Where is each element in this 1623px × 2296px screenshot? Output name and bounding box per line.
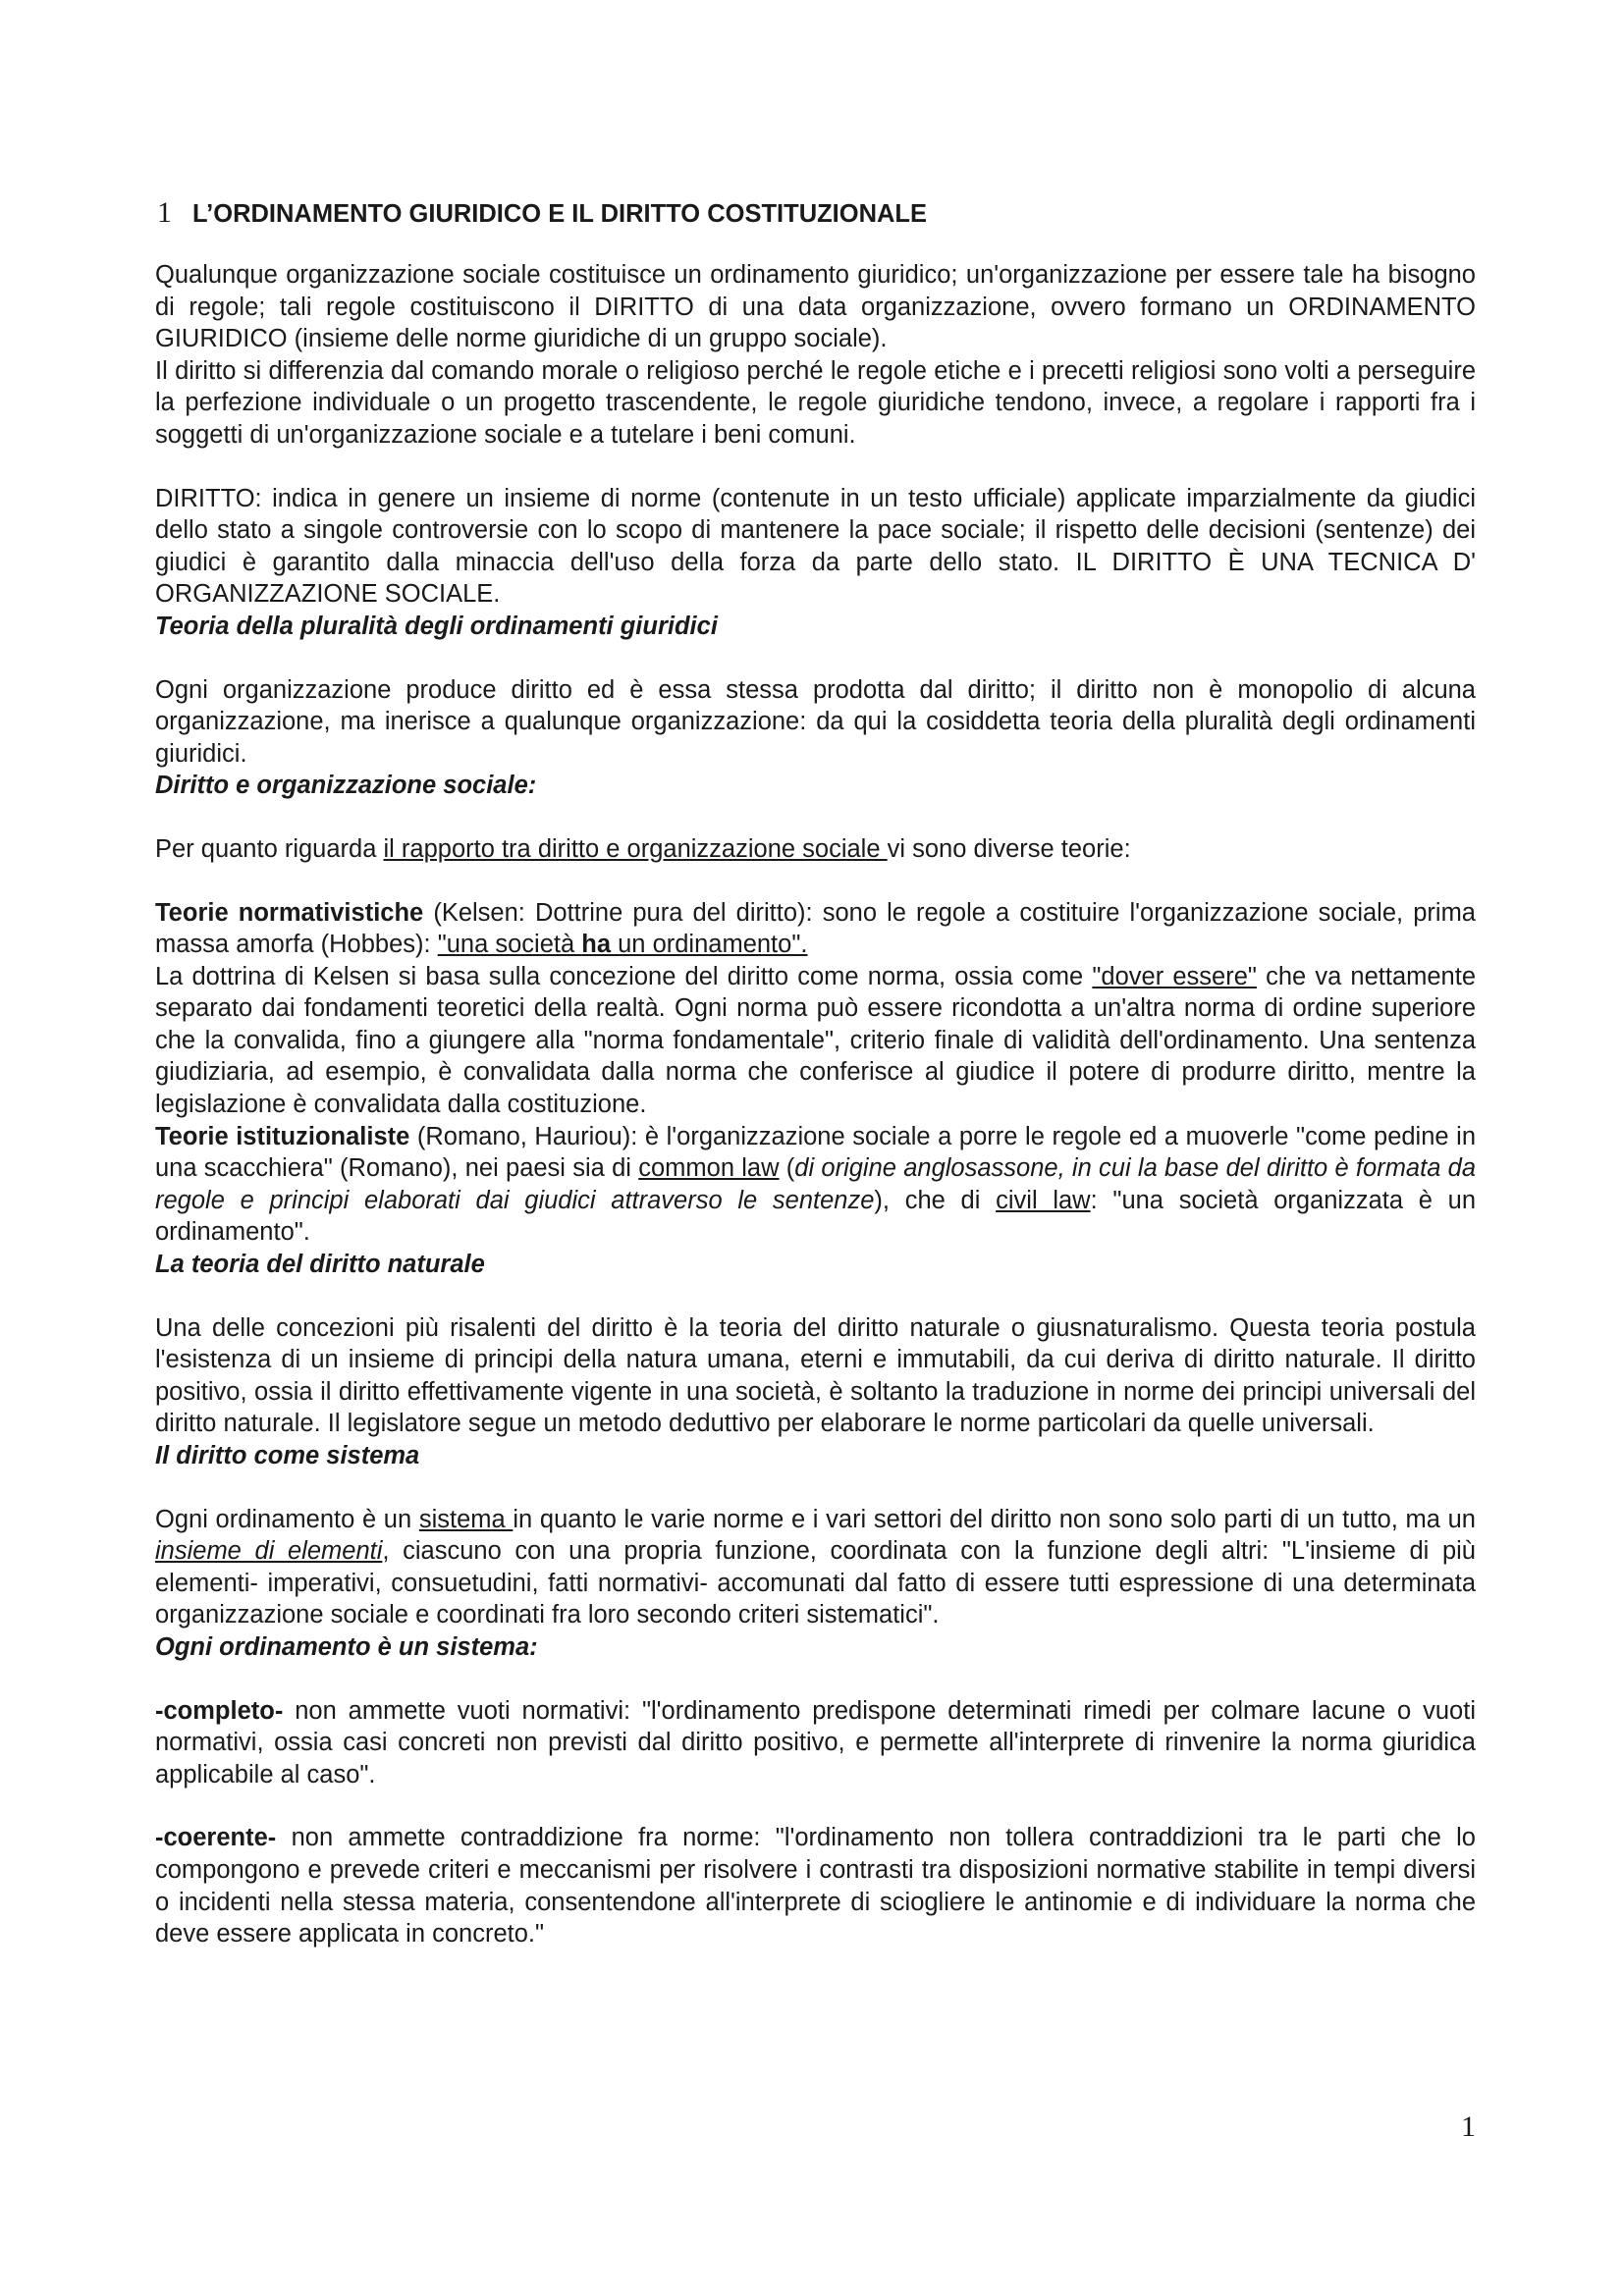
common-law-definition: di origine anglosassone, in cui la base del diritto è formata da regole e principi elaborati dai giudici attraverso le sentenze xyxy=(155,1154,1477,1214)
istituzionaliste-label: Teorie istituzionaliste xyxy=(155,1122,410,1150)
civil-law-underline: civil law xyxy=(996,1186,1091,1214)
kelsen-paragraph: La dottrina di Kelsen si basa sulla concezione del diritto come norma, ossia come "dover essere" che va nettamente separato dai fondamenti teoretici della realtà. Ogni norma può essere ricondotta a un'altra norma di ordine superiore che la convalida, fino a giungere alla "norma fondamentale", criterio finale di validità dell'ordinamento. Una sentenza giudiziaria, ad esempio, è convalidata dalla norma che conferisce al giudice il potere di produrre diritto, mentre la legislazione è convalidata dalla costituzione. xyxy=(155,962,1477,1119)
organizzazione-intro: Per quanto riguarda il rapporto tra diritto e organizzazione sociale vi sono diverse teorie: xyxy=(155,834,1131,863)
normativistiche-label: Teorie normativistiche xyxy=(155,898,424,927)
document-page xyxy=(155,196,1476,1950)
chapter-number: 1 xyxy=(157,196,172,229)
sistema-underline: sistema xyxy=(418,1505,514,1533)
completo-label: -completo- xyxy=(155,1696,284,1725)
intro-paragraph-1: Qualunque organizzazione sociale costituisce un ordinamento giuridico; un'organizzazione per essere tale ha bisogno di regole; tali regole costituiscono il DIRITTO di una data organizzazione, ovvero formano un ORDINAMENTO GIURIDICO (insieme delle norme giuridiche di un gruppo sociale). xyxy=(155,261,1476,353)
section-heading-caratteri: Ogni ordinamento è un sistema: xyxy=(155,1632,538,1661)
naturale-paragraph: Una delle concezioni più risalenti del diritto è la teoria del diritto naturale o giusnaturalismo. Questa teoria postula l'esistenza di un insieme di principi della natura umana, eterni e immutabili, da cui deriva di diritto naturale. Il diritto positivo, ossia il diritto effettivamente vigente in una società, è soltanto la traduzione in norme dei principi universali del diritto naturale. Il legislatore segue un metodo deduttivo per elaborare le norme particolari da quelle universali. xyxy=(155,1313,1476,1438)
section-heading-naturale: La teoria del diritto naturale xyxy=(155,1251,485,1279)
completo-paragraph: -completo- non ammette vuoti normativi: "l'ordinamento predispone determinati rimedi per colmare lacune o vuoti normativi, ossia casi concreti non previsti dal diritto positivo, e permette all'interprete di rinvenire la norma giuridica applicabile al caso". xyxy=(155,1696,1476,1789)
coerente-label: -coerente- xyxy=(155,1824,277,1852)
diritto-definition: DIRITTO: indica in genere un insieme di norme (contenute in un testo ufficiale) applicate imparzialmente da giudici dello stato a singole controversie con lo scopo di mantenere la pace sociale; il rispetto delle decisioni (sentenze) dei giudici è garantito dalla minaccia dell'uso della forza da parte dello stato. IL DIRITTO È UNA TECNICA D' ORGANIZZAZIONE SOCIALE. xyxy=(155,484,1476,609)
insieme-elementi-underline: insieme di elementi xyxy=(155,1537,383,1566)
section-heading-organizzazione: Diritto e organizzazione sociale: xyxy=(155,772,537,800)
section-heading-sistema: Il diritto come sistema xyxy=(155,1442,420,1469)
pluralita-paragraph: Ogni organizzazione produce diritto ed è essa stessa prodotta dal diritto; il diritto non è monopolio di alcuna organizzazione, ma inerisce a qualunque organizzazione: da qui la cosiddetta teoria della pluralità degli ordinamenti giuridici. xyxy=(155,675,1476,768)
common-law-underline: common law xyxy=(638,1154,780,1183)
coerente-paragraph: -coerente- non ammette contraddizione fra norme: "l'ordinamento non tollera contraddizioni tra le parti che lo compongono e prevede criteri e meccanismi per risolvere i contrasti tra disposizioni normative stabilite in tempi diversi o incidenti nella stessa materia, consentendone all'interprete di sciogliere le antinomie e di individuare la norma che deve essere applicata in concreto." xyxy=(155,1824,1476,1949)
page-number: 1 xyxy=(1461,2110,1476,2143)
chapter-title: L’ORDINAMENTO GIURIDICO E IL DIRITTO COSTITUZIONALE xyxy=(192,200,928,228)
sistema-paragraph: Ogni ordinamento è un sistema in quanto le varie norme e i vari settori del diritto non sono solo parti di un tutto, ma un insieme di elementi, ciascuno con una propria funzione, coordinata con la funzione degli altri: "L'insieme di più elementi- imperativi, consuetudini, fatti normativi- accomunati dal fatto di essere tutti espressione di una determinata organizzazione sociale e coordinati fra loro secondo criteri sistematici". xyxy=(155,1505,1476,1629)
dover-essere-underline: "dover essere" xyxy=(1092,962,1257,990)
section-heading-pluralita: Teoria della pluralità degli ordinamenti giuridici xyxy=(155,612,718,640)
istituzionaliste-paragraph: Teorie istituzionaliste (Romano, Hauriou): è l'organizzazione sociale a porre le regole ed a muoverle "come pedine in una scacchiera" (Romano), nei paesi sia di common law (di origine anglosassone, in cui la base del diritto è formata da regole e principi elaborati dai giudici attraverso le sentenze), che di civil law: "una società organizzata è un ordinamento". xyxy=(155,1122,1477,1247)
societa-quote: "una società ha un ordinamento". xyxy=(437,931,808,959)
intro-paragraph-2: Il diritto si differenzia dal comando morale o religioso perché le regole etiche e i precetti religiosi sono volti a perseguire la perfezione individuale o un progetto trascendente, le regole giuridiche tendono, invece, a regolare i rapporti fra i soggetti di un'organizzazione sociale e a tutelare i beni comuni. xyxy=(155,356,1476,449)
normativistiche-paragraph: Teorie normativistiche (Kelsen: Dottrine pura del diritto): sono le regole a costituire l'organizzazione sociale, prima massa amorfa (Hobbes): "una società ha un ordinamento". xyxy=(155,898,1476,959)
rapporto-underline: il rapporto tra diritto e organizzazione sociale xyxy=(383,834,888,863)
chapter-heading xyxy=(155,196,1476,230)
